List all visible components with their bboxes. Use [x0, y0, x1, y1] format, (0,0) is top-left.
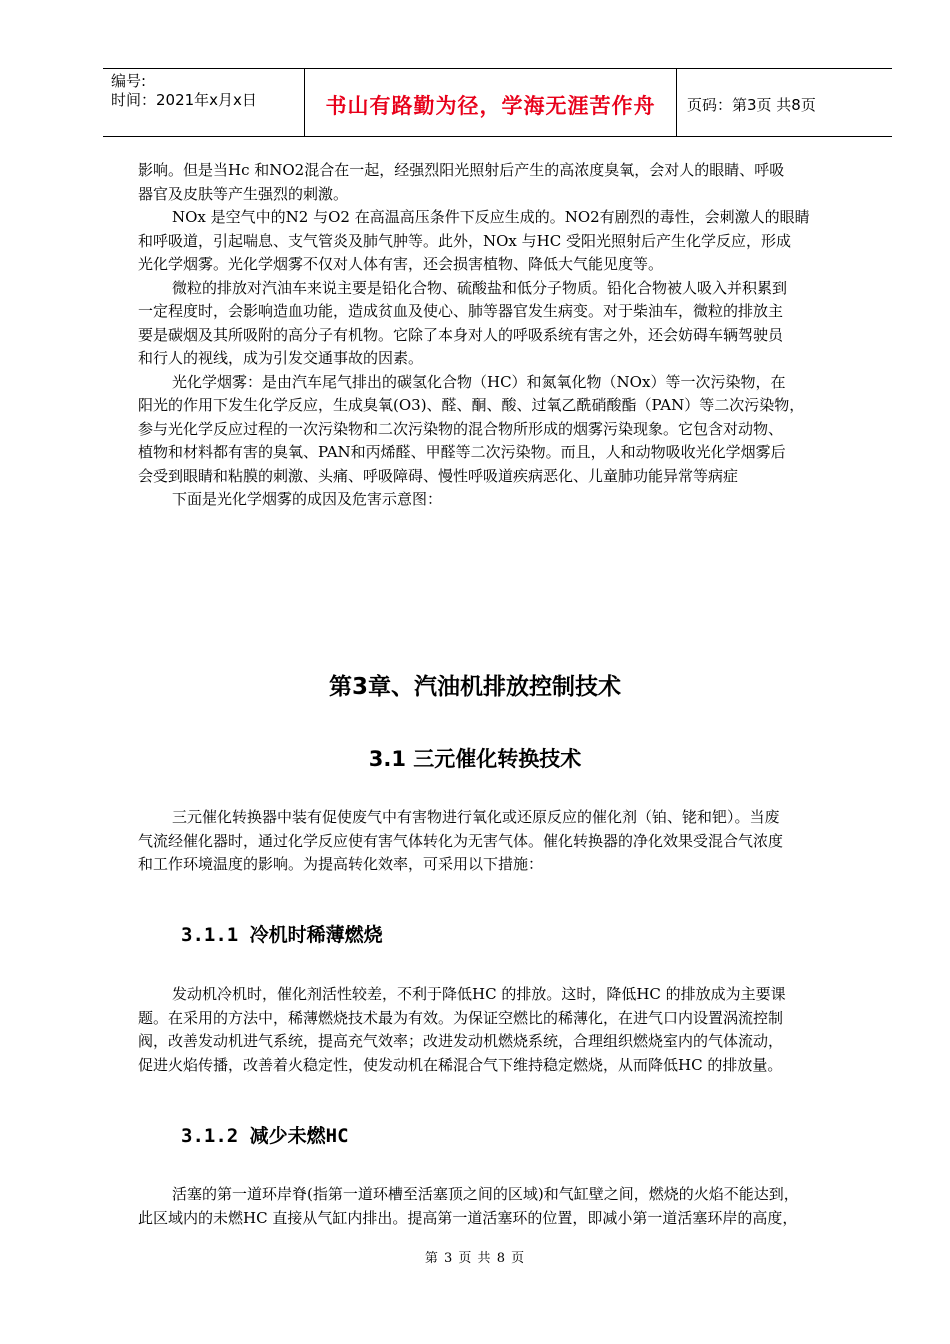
text-line: 一定程度时，会影响造血功能，造成贫血及使心、肺等器官发生病变。对于柴油车，微粒的排放主 [138, 302, 784, 320]
paragraph-subsection-1 [138, 983, 858, 1077]
paragraph-subsection-2 [138, 1183, 858, 1230]
text-line: 参与光化学反应过程的一次污染物和二次污染物的混合物所形成的烟雾污染现象。它包含对动物、 [138, 419, 784, 438]
text-line: 光化学烟雾。光化学烟雾不仅对人体有害，还会损害植物、降低大气能见度等。 [138, 255, 664, 273]
text-line: 阀，改善发动机进气系统，提高充气效率；改进发动机燃烧系统，合理组织燃烧室内的气体流动， [138, 1032, 784, 1050]
header-motto: 书山有路勤为径，学海无涯苦作舟 [304, 69, 677, 136]
text-line: 和行人的视线，成为引发交通事故的因素。 [138, 349, 424, 367]
text-line: 植物和材料都有害的臭氧、PAN和丙烯醛、甲醛等二次污染物。而且，人和动物吸收光化学烟雾后 [138, 443, 786, 461]
text-line: 三元催化转换器中装有促使废气中有害物进行氧化或还原反应的催化剂（铂、铑和钯）。当废 [172, 808, 780, 826]
text-line: 和呼吸道，引起喘息、支气管炎及肺气肿等。此外，NOx 与HC 受阳光照射后产生化学反应，形成 [138, 231, 791, 250]
header-page-info: 页码：第3页 共8页 [687, 96, 816, 114]
text-line: 此区域内的未燃HC 直接从气缸内排出。提高第一道活塞环的位置，即减小第一道活塞环岸的高度， [138, 1208, 798, 1227]
chapter-title: 第3章、汽油机排放控制技术 [328, 674, 621, 700]
text-line: 要是碳烟及其所吸附的高分子有机物。它除了本身对人的呼吸系统有害之外，还会妨碍车辆驾驶员 [138, 325, 784, 344]
text-line: 和工作环境温度的影响。为提高转化效率，可采用以下措施： [138, 855, 544, 873]
header-meta [103, 69, 304, 136]
page-header [103, 68, 892, 137]
paragraph-effects [138, 159, 858, 512]
paragraph-section-intro [138, 806, 858, 877]
text-line: NOx 是空气中的N2 与O2 在高温高压条件下反应生成的。NO2有剧烈的毒性，会刺激人的眼睛 [172, 208, 810, 226]
text-line: 气流经催化器时，通过化学反应使有害气体转化为无害气体。催化转换器的净化效果受混合气浓度 [138, 831, 784, 850]
section-title: 3.1 三元催化转换技术 [368, 747, 582, 771]
text-line: 会受到眼睛和粘膜的刺激、头痛、呼吸障碍、慢性呼吸道疾病恶化、儿童肺功能异常等病症 [138, 466, 739, 485]
text-line: 促进火焰传播，改善着火稳定性，使发动机在稀混合气下维持稳定燃烧，从而降低HC 的排放量。 [138, 1055, 783, 1074]
subsection-title-1: 3.1.1 冷机时稀薄燃烧 [181, 924, 383, 946]
text-line: 题。在采用的方法中，稀薄燃烧技术最为有效。为保证空燃比的稀薄化，在进气口内设置涡流控制 [138, 1008, 784, 1027]
text-line: 活塞的第一道环岸脊(指第一道环槽至活塞顶之间的区域)和气缸壁之间，燃烧的火焰不能达到， [172, 1185, 799, 1203]
text-line: 发动机冷机时，催化剂活性较差，不利于降低HC 的排放。这时，降低HC 的排放成为主要课 [172, 985, 786, 1003]
text-line: 影响。但是当Hc 和NO2混合在一起，经强烈阳光照射后产生的高浓度臭氧，会对人的眼睛、呼吸 [138, 161, 785, 179]
text-line: 光化学烟雾：是由汽车尾气排出的碳氢化合物（HC）和氮氧化物（NOx）等一次污染物，在 [172, 372, 786, 391]
text-line: 器官及皮肤等产生强烈的刺激。 [138, 184, 349, 203]
subsection-title-2: 3.1.2 减少未燃HC [181, 1125, 349, 1147]
page-footer: 第 3 页 共 8 页 [424, 1251, 526, 1266]
number-label: 编号: [111, 72, 147, 90]
text-line: 微粒的排放对汽油车来说主要是铅化合物、硫酸盐和低分子物质。铅化合物被人吸入并积累到 [172, 278, 788, 297]
date-label: 时间：2021年x月x日 [111, 91, 257, 109]
text-line: 下面是光化学烟雾的成因及危害示意图： [172, 490, 443, 508]
text-line: 阳光的作用下发生化学反应，生成臭氧(O3)、醛、酮、酸、过氧乙酰硝酸酯（PAN）等二次污染物， [138, 396, 805, 414]
